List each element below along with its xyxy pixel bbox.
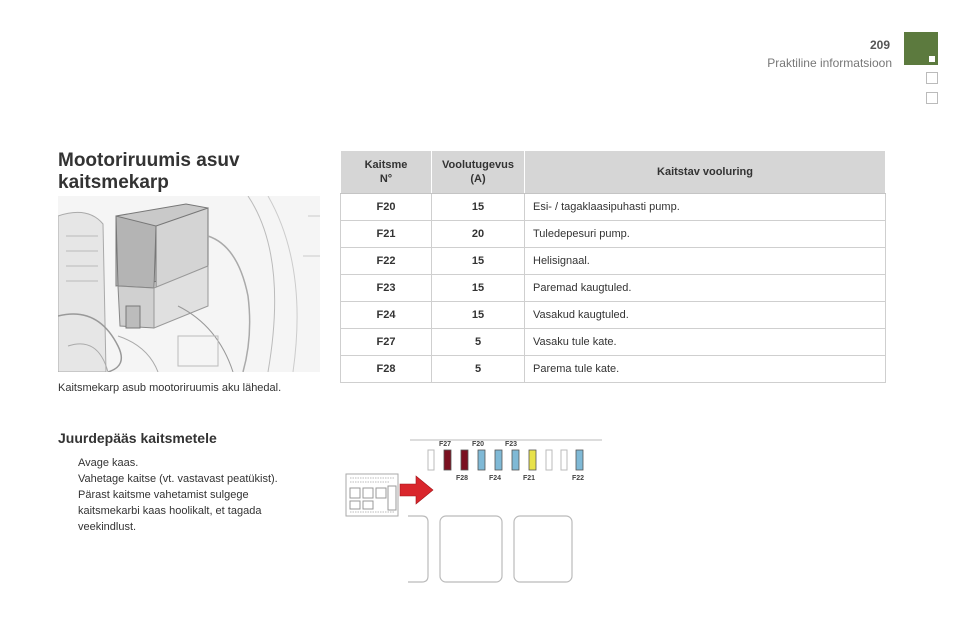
relay-housing <box>514 516 572 582</box>
fuse-circuit: Helisignaal. <box>525 248 886 275</box>
fuse-label-bottom: F22 <box>572 475 585 482</box>
fuse-amperage: 20 <box>432 221 525 248</box>
access-steps <box>58 455 313 535</box>
fuse-number: F24 <box>341 302 432 329</box>
fuse-f21 <box>529 450 536 470</box>
fuse-label-top: F27 <box>439 441 452 448</box>
fuse-f28 <box>461 450 468 470</box>
chapter-tab <box>904 32 938 65</box>
fuse-number: F23 <box>341 275 432 302</box>
fuse-number: F28 <box>341 356 432 383</box>
fuse-circuit: Vasaku tule kate. <box>525 329 886 356</box>
fuse-circuit: Esi- / tagaklaasipuhasti pump. <box>525 194 886 221</box>
tab-marker <box>929 56 935 62</box>
fuse-f27 <box>444 450 451 470</box>
fuse-table <box>340 150 886 383</box>
side-box-2 <box>926 92 938 104</box>
heading-line-1: Mootoriruumis asuv <box>58 150 240 171</box>
table-row <box>341 356 886 383</box>
step-text: Pärast kaitsme vahetamist sulgege kaitsmekarbi kaas hoolikalt, et tagada veekindlust. <box>78 489 262 533</box>
list-item <box>58 471 313 487</box>
fuse-slot-empty <box>561 450 567 470</box>
fuse-label-bottom: F28 <box>456 475 469 482</box>
header-circuit: Kaitstav vooluring <box>525 151 886 194</box>
fuse-number: F22 <box>341 248 432 275</box>
list-item <box>58 455 313 471</box>
fuse-amperage: 5 <box>432 329 525 356</box>
header-amperage <box>432 151 525 194</box>
fuse-amperage: 15 <box>432 302 525 329</box>
fuse-f20 <box>478 450 485 470</box>
header-text: Kaitsme <box>364 159 408 171</box>
header-text: Voolutugevus <box>442 159 514 171</box>
section-heading <box>58 150 298 194</box>
table-header-row <box>341 151 886 194</box>
table-row <box>341 275 886 302</box>
photo-caption: Kaitsmekarp asub mootoriruumis aku lähedal. <box>58 382 282 394</box>
relay-housing <box>440 516 502 582</box>
page-number: 209 <box>869 38 890 52</box>
access-heading: Juurdepääs kaitsmetele <box>58 430 217 446</box>
header-text: N° <box>379 173 393 185</box>
fuse-f22 <box>576 450 583 470</box>
fuse-f24 <box>495 450 502 470</box>
fuse-box-diagram <box>330 430 620 590</box>
step-text: Vahetage kaitse (vt. vastavast peatükist). <box>78 473 278 485</box>
fuse-amperage: 15 <box>432 248 525 275</box>
step-text: Avage kaas. <box>78 457 139 469</box>
fuse-circuit: Paremad kaugtuled. <box>525 275 886 302</box>
list-item <box>58 487 313 535</box>
table-row <box>341 221 886 248</box>
fuse-amperage: 15 <box>432 275 525 302</box>
fuse-label-top: F20 <box>472 441 485 448</box>
fuse-circuit: Parema tule kate. <box>525 356 886 383</box>
side-box-1 <box>926 72 938 84</box>
fuse-number: F27 <box>341 329 432 356</box>
section-title: Praktiline informatsioon <box>767 56 892 70</box>
fuse-amperage: 15 <box>432 194 525 221</box>
fuse-number: F21 <box>341 221 432 248</box>
table-row <box>341 302 886 329</box>
header-text: (A) <box>470 173 486 185</box>
fuse-label-bottom: F21 <box>523 475 536 482</box>
fuse-circuit: Tuledepesuri pump. <box>525 221 886 248</box>
fuse-number: F20 <box>341 194 432 221</box>
table-row <box>341 248 886 275</box>
engine-bay-illustration <box>58 196 320 372</box>
fuse-amperage: 5 <box>432 356 525 383</box>
fuse-slot-empty <box>428 450 434 470</box>
table-row <box>341 194 886 221</box>
fuse-label-top: F23 <box>505 441 518 448</box>
fuse-f23 <box>512 450 519 470</box>
heading-line-2: kaitsmekarp <box>58 172 169 193</box>
table-row <box>341 329 886 356</box>
fuse-circuit: Vasakud kaugtuled. <box>525 302 886 329</box>
fuse-slot-empty <box>546 450 552 470</box>
fuse-label-bottom: F24 <box>489 475 502 482</box>
header-fuse-number <box>341 151 432 194</box>
pointer-arrow-icon <box>400 476 433 504</box>
